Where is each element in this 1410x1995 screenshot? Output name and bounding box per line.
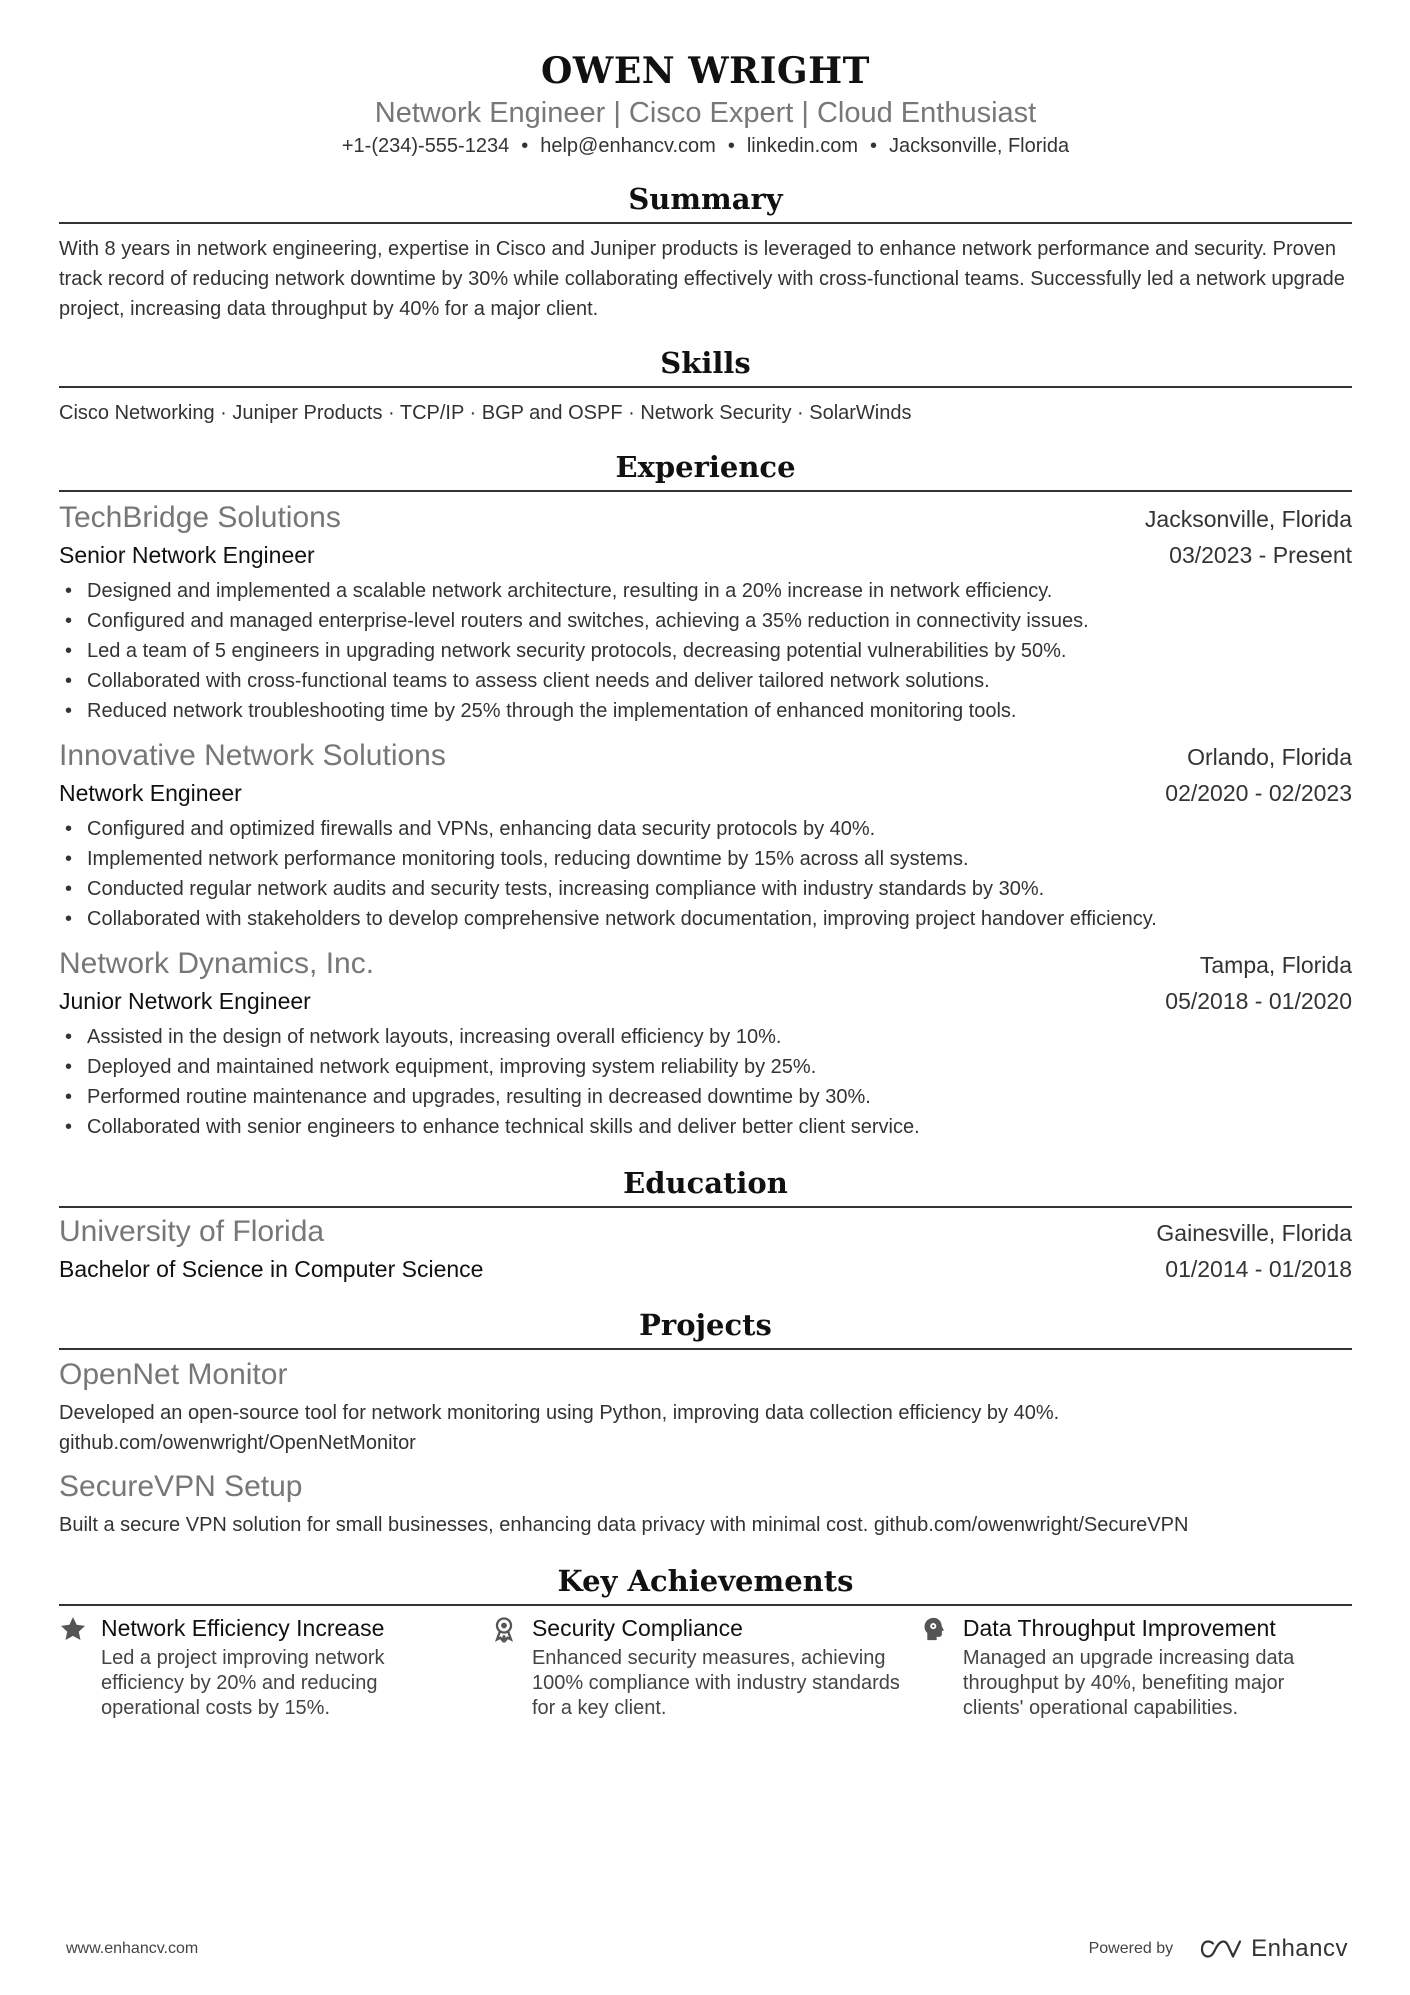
achievement-description: Enhanced security measures, achieving 100% compliance with industry standards for a key client.	[531, 1647, 900, 1719]
job-bullet: • Assisted in the design of network layouts, increasing overall efficiency by 10%.	[59, 1022, 1352, 1052]
skills-list: Cisco Networking · Juniper Products · TCP/IP · BGP and OSPF · Network Security · SolarWinds	[59, 402, 912, 424]
job-bullet: • Configured and managed enterprise-level routers and switches, achieving a 35% reduction in connectivity issues.	[59, 606, 1352, 636]
contact-location: Jacksonville, Florida	[889, 135, 1070, 157]
job-bullets	[59, 814, 1352, 934]
job-role: Junior Network Engineer	[59, 988, 311, 1014]
contact-separator: •	[521, 135, 529, 157]
project-name: OpenNet Monitor	[59, 1358, 288, 1391]
job-entry	[59, 498, 1352, 726]
job-bullet: • Collaborated with stakeholders to develop comprehensive network documentation, improving project handover efficiency.	[59, 904, 1352, 934]
summary-section	[59, 180, 1352, 324]
contact-separator: •	[870, 135, 878, 157]
section-title-achievements: Key Achievements	[59, 1562, 1352, 1606]
education-school: University of Florida	[59, 1215, 325, 1248]
section-title-skills: Skills	[59, 344, 1352, 388]
project-entry	[59, 1466, 1352, 1540]
job-location: Tampa, Florida	[1199, 952, 1352, 978]
education-location: Gainesville, Florida	[1156, 1220, 1352, 1246]
achievement-description: Managed an upgrade increasing data throughput by 40%, benefiting major clients' operational capabilities.	[962, 1647, 1295, 1719]
achievements-grid	[59, 1612, 1352, 1721]
job-bullet: • Collaborated with cross-functional teams to assess client needs and deliver tailored network solutions.	[59, 666, 1352, 696]
achievement-item	[490, 1612, 921, 1721]
section-title-projects: Projects	[59, 1306, 1352, 1350]
job-bullet: • Designed and implemented a scalable network architecture, resulting in a 20% increase in network efficiency.	[59, 576, 1352, 606]
powered-by-label: Powered by	[1088, 1940, 1174, 1957]
job-role: Senior Network Engineer	[59, 542, 315, 568]
footer-branding	[1089, 1935, 1348, 1963]
contact-phone: +1-(234)-555-1234	[341, 135, 510, 157]
job-company: TechBridge Solutions	[59, 501, 341, 534]
achievement-item	[59, 1612, 490, 1721]
achievement-title: Network Efficiency Increase	[101, 1615, 385, 1641]
candidate-name: OWEN WRIGHT	[541, 50, 870, 92]
section-title-education: Education	[59, 1164, 1352, 1208]
summary-text: With 8 years in network engineering, expertise in Cisco and Juniper products is leveraged to enhance network performance and security. Proven track record of reducing network downtime by 30% while collaborating effectively with cross-functional teams. Successfully led a network upgrade project, increasing data throughput by 40% for a major client.	[59, 238, 1345, 320]
achievement-description: Led a project improving network efficiency by 20% and reducing operational costs by 15%.	[101, 1647, 385, 1719]
job-dates: 02/2020 - 02/2023	[1165, 780, 1352, 806]
job-company: Innovative Network Solutions	[59, 739, 446, 772]
section-title-summary: Summary	[59, 180, 1352, 224]
star-icon	[59, 1612, 101, 1721]
award-icon	[490, 1612, 532, 1721]
experience-section	[59, 448, 1352, 1142]
project-description: Developed an open-source tool for network monitoring using Python, improving data collection efficiency by 40%. github.com/owenwright/OpenNetMonitor	[59, 1402, 1060, 1454]
enhancv-logo-icon	[1199, 1937, 1243, 1961]
contact-email: help@enhancv.com	[540, 135, 716, 157]
job-bullet: • Collaborated with senior engineers to enhance technical skills and deliver better client service.	[59, 1112, 1352, 1142]
project-name: SecureVPN Setup	[59, 1470, 303, 1503]
job-dates: 05/2018 - 01/2020	[1165, 988, 1352, 1014]
projects-section	[59, 1306, 1352, 1540]
job-company: Network Dynamics, Inc.	[59, 947, 375, 980]
contact-separator: •	[727, 135, 735, 157]
job-entry	[59, 736, 1352, 934]
resume-content	[59, 48, 1352, 1721]
education-section	[59, 1164, 1352, 1286]
job-entry	[59, 944, 1352, 1142]
job-bullet: • Conducted regular network audits and security tests, increasing compliance with industry standards by 30%.	[59, 874, 1352, 904]
skills-section	[59, 344, 1352, 428]
contact-linkedin: linkedin.com	[746, 135, 859, 157]
section-title-experience: Experience	[59, 448, 1352, 492]
job-location: Orlando, Florida	[1187, 744, 1352, 770]
achievement-item	[921, 1612, 1352, 1721]
achievement-title: Security Compliance	[531, 1615, 743, 1641]
job-bullet: • Deployed and maintained network equipment, improving system reliability by 25%.	[59, 1052, 1352, 1082]
achievement-title: Data Throughput Improvement	[962, 1615, 1276, 1641]
job-bullets	[59, 576, 1352, 726]
education-degree: Bachelor of Science in Computer Science	[59, 1256, 484, 1282]
job-bullet: • Configured and optimized firewalls and VPNs, enhancing data security protocols by 40%.	[59, 814, 1352, 844]
contact-line	[59, 132, 1352, 160]
footer-website-link[interactable]: www.enhancv.com	[66, 1940, 199, 1957]
job-bullet: • Led a team of 5 engineers in upgrading network security protocols, decreasing potential vulnerabilities by 50%.	[59, 636, 1352, 666]
candidate-headline: Network Engineer | Cisco Expert | Cloud Enthusiast	[374, 97, 1037, 129]
job-location: Jacksonville, Florida	[1144, 506, 1352, 532]
enhancv-logo[interactable]	[1199, 1935, 1348, 1963]
job-role: Network Engineer	[59, 780, 242, 806]
head-brain-icon	[921, 1612, 963, 1721]
job-bullets	[59, 1022, 1352, 1142]
education-dates: 01/2014 - 01/2018	[1165, 1256, 1352, 1282]
enhancv-brand-text: Enhancv	[1251, 1935, 1348, 1962]
job-dates: 03/2023 - Present	[1169, 542, 1352, 568]
job-bullet: • Performed routine maintenance and upgrades, resulting in decreased downtime by 30%.	[59, 1082, 1352, 1112]
job-bullet: • Implemented network performance monitoring tools, reducing downtime by 15% across all systems.	[59, 844, 1352, 874]
job-bullet: • Reduced network troubleshooting time by 25% through the implementation of enhanced monitoring tools.	[59, 696, 1352, 726]
page-footer	[66, 1935, 1348, 1963]
project-description: Built a secure VPN solution for small businesses, enhancing data privacy with minimal cost. github.com/owenwright/SecureVPN	[59, 1514, 1189, 1536]
project-entry	[59, 1354, 1352, 1458]
achievements-section	[59, 1562, 1352, 1721]
